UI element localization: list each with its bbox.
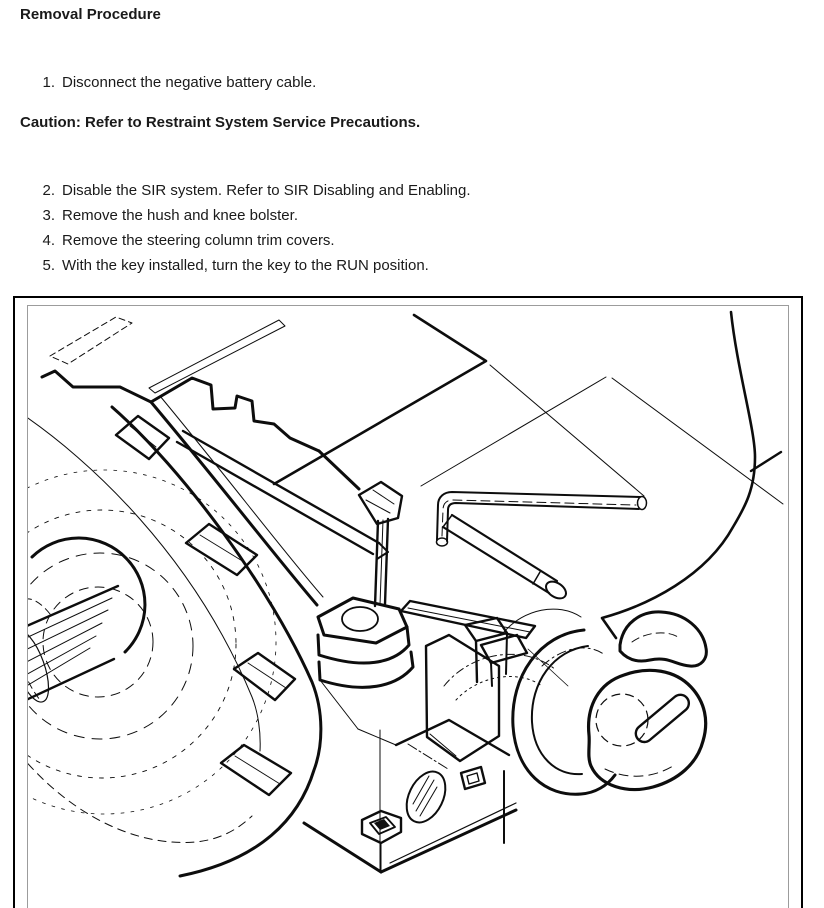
steering-column-ignition-lock-illustration [28,306,788,908]
step-number: 1. [42,74,55,91]
step-text: With the key installed, turn the key to the RUN position. [62,257,429,274]
figure-frame [13,296,803,908]
step-number: 3. [42,207,55,224]
caution-note: Caution: Refer to Restraint System Service Precautions. [20,114,421,131]
step-number: 5. [42,257,55,274]
steering-column-drum [28,407,321,876]
hinge-bracket [318,598,413,745]
hex-wrench [437,492,647,546]
page-title: Removal Procedure [20,6,161,23]
procedure-step [20,257,429,275]
steering-shaft [28,586,118,706]
procedure-step [20,232,335,250]
actuator-rod [443,515,569,602]
step-number: 4. [42,232,55,249]
step-number: 2. [42,182,55,199]
figure-inner-border [27,305,789,908]
dash-panel-lines [50,315,783,504]
lock-cover-flap [620,612,706,666]
step-text: Remove the steering column trim covers. [62,232,335,249]
step-text: Disable the SIR system. Refer to SIR Disabling and Enabling. [62,182,471,199]
mounting-bracket [42,371,402,606]
procedure-step [20,182,471,200]
column-housing-outline [602,312,781,638]
procedure-step [20,207,298,225]
ignition-switch-box [304,720,516,872]
lock-cylinder-bezel [513,630,615,794]
ignition-key [589,670,706,789]
step-text: Disconnect the negative battery cable. [62,74,317,91]
procedure-step [20,74,316,92]
step-text: Remove the hush and knee bolster. [62,207,298,224]
